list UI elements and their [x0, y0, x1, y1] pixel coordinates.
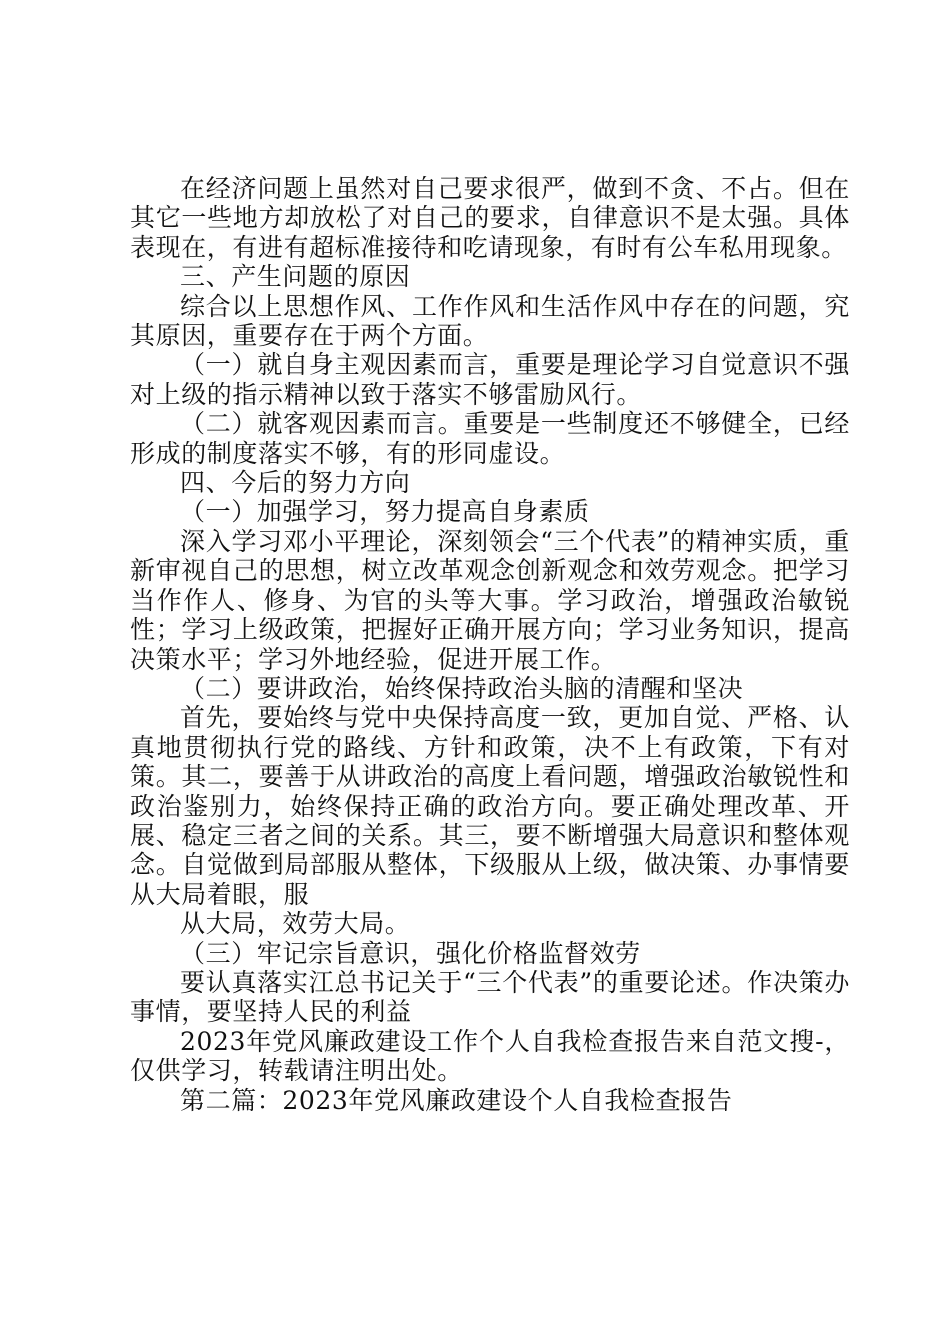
paragraph-learning-details: 深入学习邓小平理论，深刻领会“三个代表”的精神实质，重新审视自己的思想，树立改革观念创新观念和效劳观念。把学习当作作人、修身、为官的头等大事。学习政治，增强政治敏锐性；学习上级政策，把握好正确开展方向；学习业务知识，提高决策水平；学习外地经验，促进开展工作。	[130, 526, 850, 674]
heading-section-four: 四、今后的努力方向	[180, 468, 411, 498]
heading-second-article: 第二篇：2023年党风廉政建设个人自我检查报告	[180, 1085, 733, 1115]
paragraph-three-represents: 要认真落实江总书记关于“三个代表”的重要论述。作决策办事情，要坚持人民的利益	[130, 967, 850, 1027]
paragraph-subjective-factors: （一）就自身主观因素而言，重要是理论学习自觉意识不强对上级的指示精神以致于落实不够雷励风行。	[130, 350, 850, 409]
paragraph-politics-details: 首先，要始终与党中央保持高度一致，更加自觉、严格、认真地贯彻执行党的路线、方针和政策，决不上有政策，下有对策。其二，要善于从讲政治的高度上看问题，增强政治敏锐性和政治鉴别力，始终保持正确的政治方向。要正确处理改革、开展、稳定三者之间的关系。其三，要不断增强大局意识和整体观念。自觉做到局部服从整体，下级服从上级，做决策、办事情要从大局着眼，服	[130, 703, 850, 909]
paragraph-economic-issues: 在经济问题上虽然对自己要求很严，做到不贪、不占。但在其它一些地方却放松了对自己的要求，自律意识不是太强。具体表现在，有进有超标准接待和吃请现象，有时有公车私用现象。	[130, 174, 850, 262]
subheading-purpose-awareness: （三）牢记宗旨意识，强化价格监督效劳	[180, 938, 641, 968]
heading-section-three: 三、产生问题的原因	[180, 262, 411, 292]
subheading-strengthen-learning: （一）加强学习，努力提高自身素质	[180, 497, 590, 527]
paragraph-overall-situation: 从大局，效劳大局。	[180, 909, 411, 939]
paragraph-source-note: 2023年党风廉政建设工作个人自我检查报告来自范文搜-，仅供学习，转载请注明出处。	[130, 1026, 850, 1086]
subheading-politics: （二）要讲政治，始终保持政治头脑的清醒和坚决	[180, 673, 744, 703]
paragraph-objective-factors: （二）就客观因素而言。重要是一些制度还不够健全，已经形成的制度落实不够，有的形同虚设。	[130, 409, 850, 468]
document-body	[130, 174, 850, 1115]
paragraph-summary-causes: 综合以上思想作风、工作作风和生活作风中存在的问题，究其原因，重要存在于两个方面。	[130, 291, 850, 351]
